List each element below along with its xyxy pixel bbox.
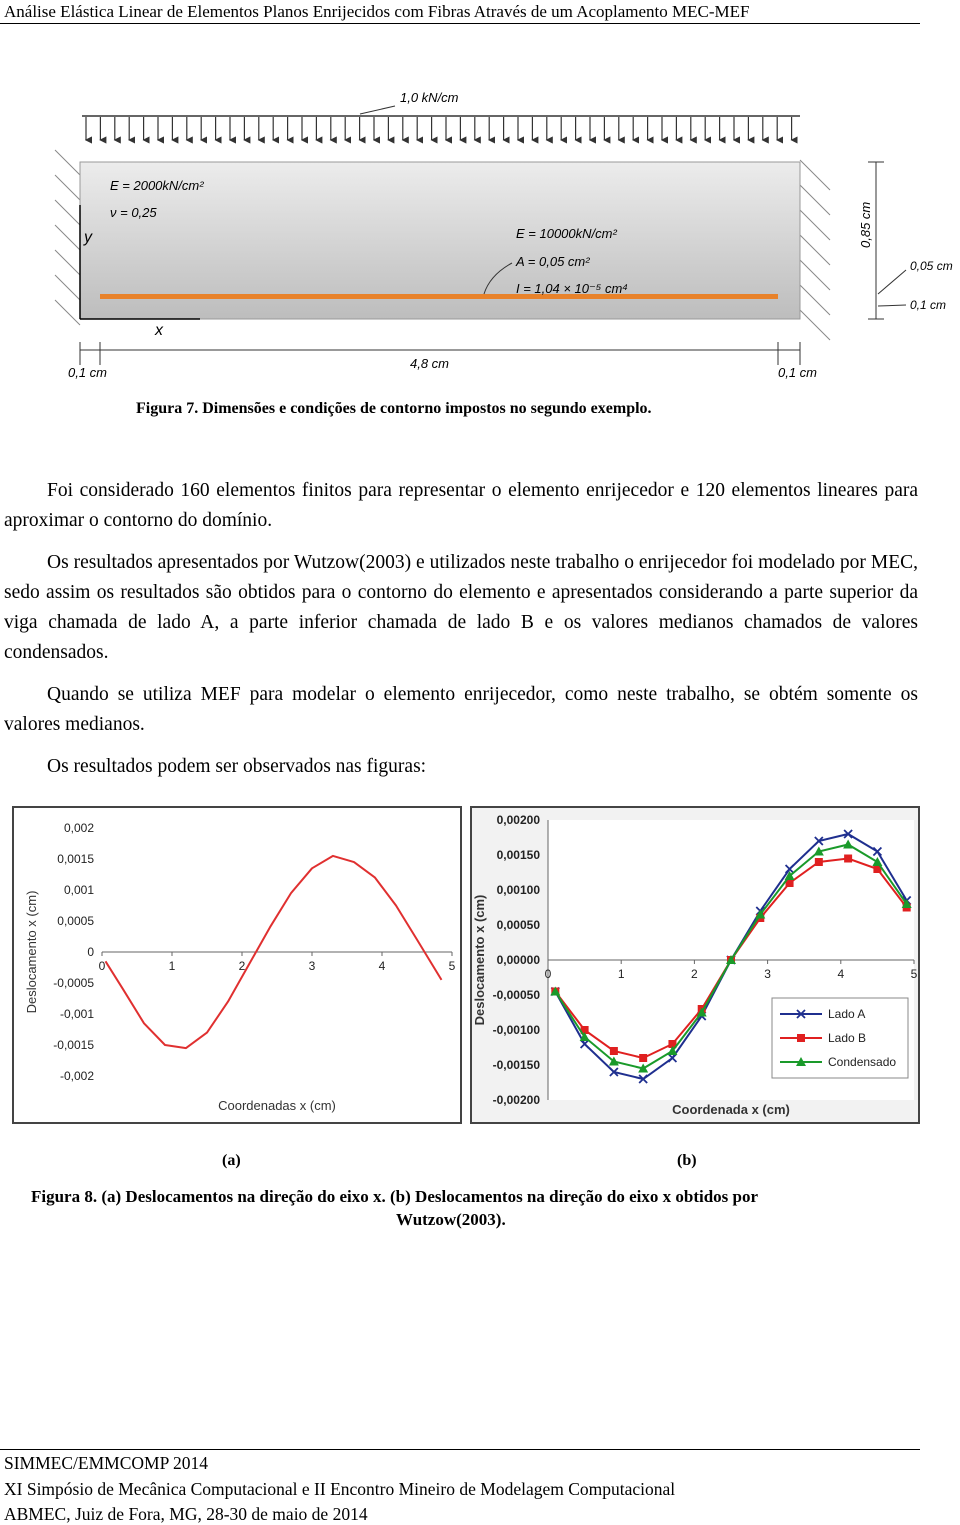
y-tick-label: -0,00200 xyxy=(492,1093,540,1107)
paragraph-1: Foi considerado 160 elementos finitos para representar o elemento enrijecedor e 120 elementos lineares para aproximar o contorno do domínio. xyxy=(4,480,918,531)
plate-nu-label: ν = 0,25 xyxy=(110,205,157,220)
legend-label: Condensado xyxy=(828,1055,897,1069)
figure-8-caption-line1: Figura 8. (a) Deslocamentos na direção do eixo x. (b) Deslocamentos na direção do eixo x obtidos por xyxy=(31,1187,759,1206)
footer-rule xyxy=(0,1449,920,1450)
fiber-I-label: I = 1,04 × 10⁻⁵ cm⁴ xyxy=(516,281,628,296)
plate-E-label: E = 2000kN/cm² xyxy=(110,178,204,193)
axis-x-label: x xyxy=(155,322,163,339)
x-tick-label: 3 xyxy=(308,959,316,973)
y-tick-label: 0 xyxy=(87,945,94,959)
x-tick-label: 1 xyxy=(168,959,176,973)
paragraph-3: Quando se utiliza MEF para modelar o elemento enrijecedor, como neste trabalho, se obtém somente os valores medianos. xyxy=(4,684,918,735)
x-tick-label: 2 xyxy=(238,959,246,973)
y-tick-label: -0,00100 xyxy=(492,1023,540,1037)
legend-marker xyxy=(797,1034,805,1042)
y-axis-title: Deslocamento x (cm) xyxy=(24,890,39,1014)
chart-b xyxy=(472,808,918,1122)
fiber-E-label: E = 10000kN/cm² xyxy=(516,226,617,241)
footer-line2: XI Simpósio de Mecânica Computacional e II Encontro Mineiro de Modelagem Computacional xyxy=(4,1479,676,1499)
paragraph-2: Os resultados apresentados por Wutzow(2003) e utilizados neste trabalho o enrijecedor foi modelado por MEC, sedo assim os resultados são obtidos para o contorno do elemento e apresentados considerando a parte superior da viga chamada de lado A, a parte inferior chamada de lado B e os valores medianos chamados de valores condensados. xyxy=(4,552,918,663)
x-tick-label: 0 xyxy=(544,967,552,981)
chart-a-frame xyxy=(12,806,462,1124)
fiber-offset-dim-label: 0,05 cm xyxy=(910,259,953,273)
bottom-offset-dim-label: 0,1 cm xyxy=(910,298,947,312)
legend xyxy=(772,998,908,1078)
y-tick-label: 0,00200 xyxy=(496,813,540,827)
left-support-hatch xyxy=(55,150,80,325)
x-tick-label: 4 xyxy=(378,959,386,973)
subfigure-a-label: (a) xyxy=(222,1152,241,1169)
chart-a xyxy=(14,808,460,1122)
data-point xyxy=(610,1047,618,1055)
x-tick-label: 5 xyxy=(910,967,918,981)
y-tick-label: 0,00050 xyxy=(496,918,540,932)
y-tick-label: -0,001 xyxy=(59,1007,94,1021)
footer-line1: SIMMEC/EMMCOMP 2014 xyxy=(4,1453,209,1473)
distributed-load-arrows xyxy=(86,117,792,140)
figure-8-caption-line2: Wutzow(2003). xyxy=(396,1210,506,1229)
x-axis-title: Coordenadas x (cm) xyxy=(218,1098,336,1113)
y-tick-label: -0,0015 xyxy=(53,1038,94,1052)
y-tick-label: 0,0015 xyxy=(57,852,94,866)
y-axis-title: Deslocamento x (cm) xyxy=(472,894,487,1026)
right-support-hatch xyxy=(800,160,830,340)
running-header: Análise Elástica Linear de Elementos Planos Enrijecidos com Fibras Através de um Acoplamento MEC-MEF xyxy=(4,2,750,21)
x-tick-label: 5 xyxy=(448,959,456,973)
load-label: 1,0 kN/cm xyxy=(400,90,459,105)
right-dim-label: 0,1 cm xyxy=(778,365,818,380)
y-tick-label: -0,00150 xyxy=(492,1058,540,1072)
left-dim-label: 0,1 cm xyxy=(68,365,108,380)
subfigure-b-label: (b) xyxy=(677,1152,697,1169)
x-tick-label: 4 xyxy=(837,967,845,981)
paragraph-4: Os resultados podem ser observados nas figuras: xyxy=(47,756,427,777)
height-dim-label: 0,85 cm xyxy=(858,201,873,248)
y-tick-label: 0,002 xyxy=(63,821,94,835)
x-tick-label: 2 xyxy=(691,967,698,981)
y-tick-label: 0,0005 xyxy=(57,914,94,928)
y-tick-label: 0,00150 xyxy=(496,848,540,862)
footer-line3: ABMEC, Juiz de Fora, MG, 28-30 de maio de 2014 xyxy=(4,1504,368,1524)
y-tick-label: 0,00000 xyxy=(496,953,540,967)
y-tick-label: -0,0005 xyxy=(53,976,94,990)
x-tick-label: 3 xyxy=(764,967,771,981)
figure-7-diagram xyxy=(0,80,960,385)
x-tick-label: 0 xyxy=(98,959,106,973)
axis-y-label: y xyxy=(84,229,92,246)
y-tick-label: 0,001 xyxy=(63,883,94,897)
data-point xyxy=(844,855,852,863)
y-tick-label: 0,00100 xyxy=(496,883,540,897)
x-axis-title: Coordenada x (cm) xyxy=(672,1102,790,1117)
legend-label: Lado B xyxy=(828,1031,867,1045)
data-point xyxy=(815,858,823,866)
fiber-A-label: A = 0,05 cm² xyxy=(516,254,590,269)
figure-7-caption: Figura 7. Dimensões e condições de contorno impostos no segundo exemplo. xyxy=(136,400,652,417)
fiber-stiffener xyxy=(100,294,778,299)
y-tick-label: -0,002 xyxy=(59,1069,94,1083)
y-tick-label: -0,00050 xyxy=(492,988,540,1002)
legend-label: Lado A xyxy=(828,1007,866,1021)
length-dim-label: 4,8 cm xyxy=(410,356,450,371)
chart-b-frame xyxy=(470,806,920,1124)
x-tick-label: 1 xyxy=(617,967,625,981)
data-point xyxy=(639,1054,647,1062)
header-rule xyxy=(0,23,920,24)
